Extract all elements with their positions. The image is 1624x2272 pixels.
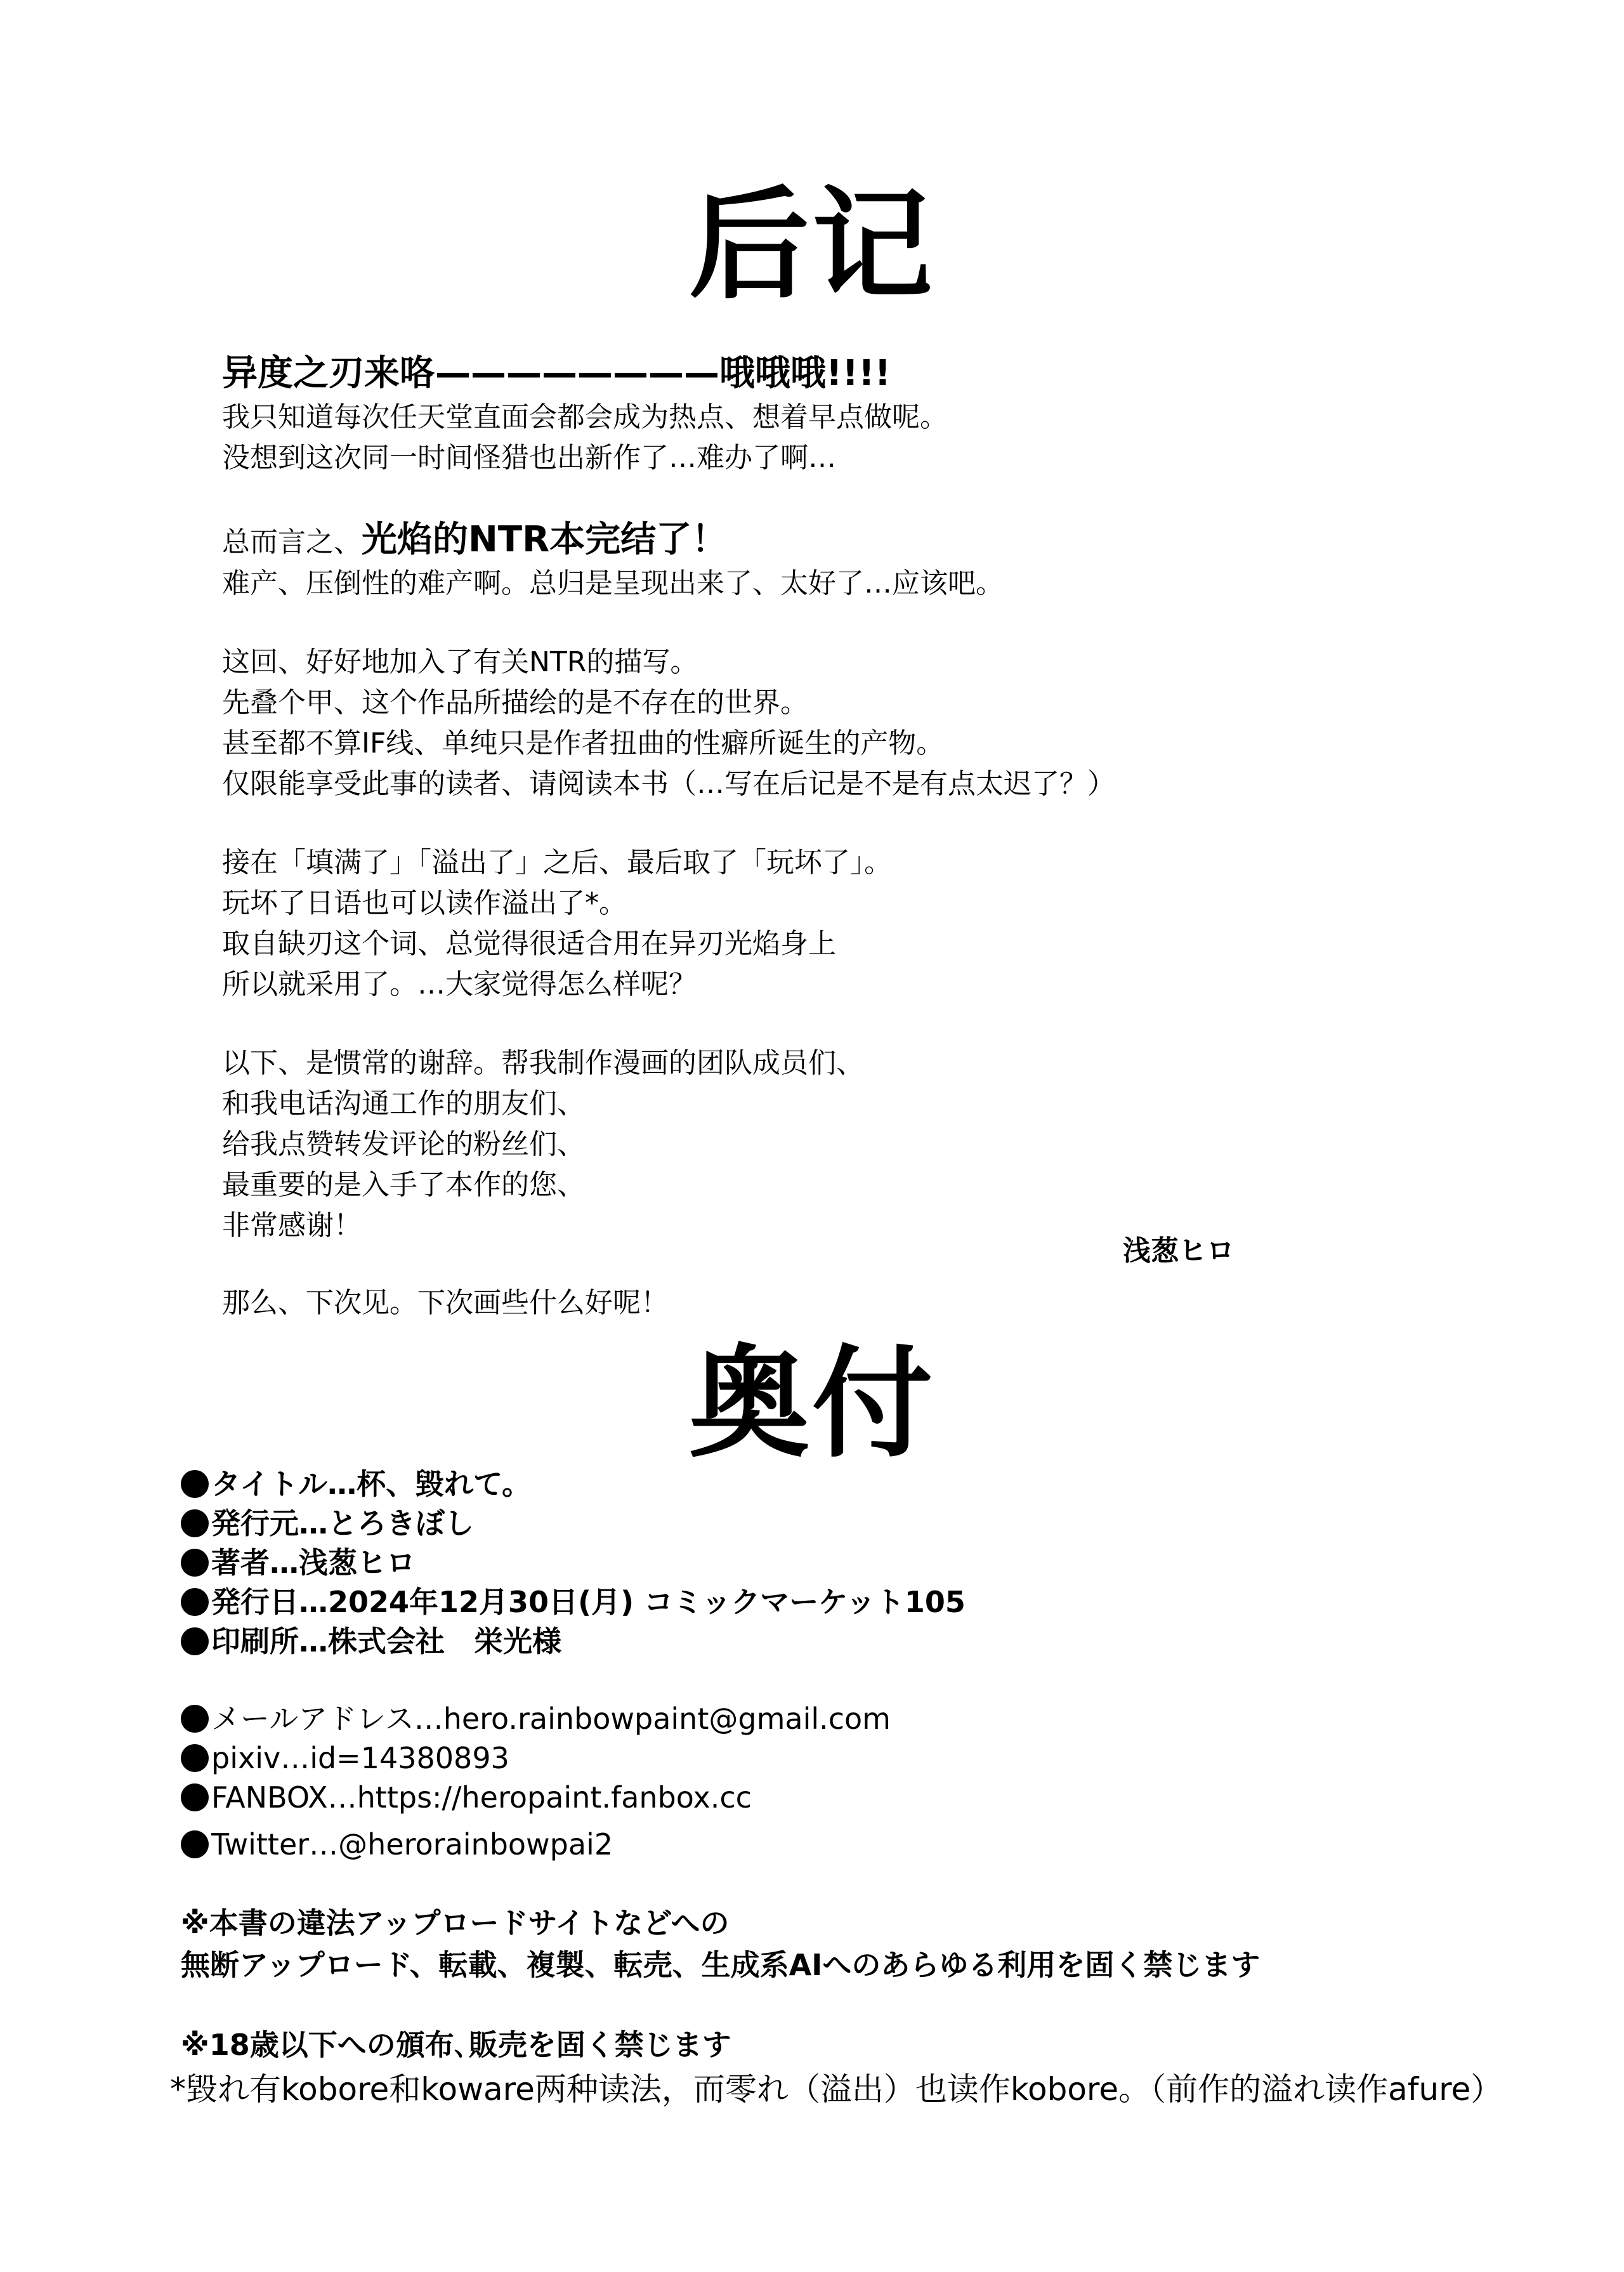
contact-pixiv: pixiv…id=14380893 bbox=[211, 1741, 509, 1775]
info-row-author bbox=[181, 1543, 1576, 1582]
afterword-line-21: 给我点赞转发评论的粉丝们、 bbox=[222, 1128, 585, 1160]
section-gap bbox=[181, 1986, 1576, 2024]
afterword-line-14: 接在「填满了」「溢出了」之后、最后取了「玩坏了」。 bbox=[222, 846, 892, 879]
afterword-line-22: 最重要的是入手了本作的您、 bbox=[222, 1169, 585, 1201]
contact-row-fanbox bbox=[181, 1778, 1576, 1817]
section-gap bbox=[181, 1661, 1576, 1699]
afterword-line-15: 玩坏了日语也可以读作溢出了*。 bbox=[222, 887, 627, 919]
info-row-publisher bbox=[181, 1504, 1576, 1543]
afterword-line-2: 我只知道每次任天堂直面会都会成为热点、想着早点做呢。 bbox=[222, 401, 948, 433]
afterword-line-19: 以下、是惯常的谢辞。帮我制作漫画的团队成员们、 bbox=[222, 1047, 864, 1079]
info-title: タイトル…杯、毀れて。 bbox=[211, 1467, 532, 1501]
afterword-title: 后记 bbox=[688, 175, 935, 315]
contact-row-pixiv bbox=[181, 1738, 1576, 1778]
paragraph-gap bbox=[222, 478, 1491, 516]
afterword-line-9: 这回、好好地加入了有关NTR的描写。 bbox=[222, 646, 698, 678]
contact-row-twitter bbox=[181, 1825, 1576, 1864]
bullet-icon bbox=[181, 1549, 209, 1577]
contact-email: メールアドレス…hero.rainbowpaint@gmail.com bbox=[211, 1702, 891, 1736]
author-signature: 浅葱ヒロ bbox=[1123, 1235, 1234, 1267]
notice-upload-line-1: ※本書の違法アップロードサイトなどへの bbox=[181, 1906, 730, 1940]
farewell-line: 那么、下次见。下次画些什么好呢！ bbox=[222, 1287, 669, 1319]
afterword-line-20: 和我电话沟通工作的朋友们、 bbox=[222, 1087, 585, 1120]
afterword-line-23: 非常感谢！ bbox=[222, 1209, 362, 1242]
translator-footnote: *毀れ有kobore和koware两种读法，而零れ（溢出）也读作kobore。（前作的溢れ读作afure） bbox=[170, 2071, 1503, 2108]
bullet-icon bbox=[181, 1509, 209, 1537]
afterword-line-12: 仅限能享受此事的读者、请阅读本书（…写在后记是不是有点太迟了？） bbox=[222, 768, 1115, 800]
contact-fanbox: FANBOX…https://heropaint.fanbox.cc bbox=[211, 1780, 752, 1815]
bullet-icon bbox=[181, 1744, 209, 1772]
afterword-line-11: 甚至都不算IF线、单纯只是作者扭曲的性癖所诞生的产物。 bbox=[222, 727, 945, 759]
info-printer: 印刷所…株式会社 栄光様 bbox=[211, 1624, 561, 1658]
afterword-line-3: 没想到这次同一时间怪猎也出新作了…难办了啊… bbox=[222, 442, 836, 474]
bullet-icon bbox=[181, 1830, 209, 1858]
afterword-line-7: 难产、压倒性的难产啊。总归是呈现出来了、太好了…应该吧。 bbox=[222, 567, 1004, 600]
bullet-icon bbox=[181, 1627, 209, 1655]
section-gap bbox=[181, 1864, 1576, 1902]
info-row-title bbox=[181, 1464, 1576, 1504]
info-row-printer bbox=[181, 1622, 1576, 1661]
info-author: 著者…浅葱ヒロ bbox=[211, 1546, 416, 1580]
bullet-icon bbox=[181, 1588, 209, 1616]
paragraph-gap bbox=[222, 1005, 1491, 1043]
afterword-line-emphasis: 光焰的NTR本完结了！ bbox=[362, 519, 728, 560]
paragraph-gap bbox=[222, 604, 1491, 642]
afterword-line-lead: 总而言之、 bbox=[222, 526, 362, 558]
bullet-icon bbox=[181, 1783, 209, 1811]
afterword-line-17: 所以就采用了。…大家觉得怎么样呢？ bbox=[222, 968, 697, 1001]
bullet-icon bbox=[181, 1705, 209, 1733]
colophon-title: 奥付 bbox=[688, 1334, 935, 1474]
afterword-line-completion bbox=[222, 516, 1491, 563]
info-publisher: 発行元…とろきぼし bbox=[211, 1506, 474, 1540]
afterword-line-16: 取自缺刃这个词、总觉得很适合用在异刃光焰身上 bbox=[222, 928, 836, 960]
notice-age-restriction: ※18歳以下への頒布､販売を固く禁じます bbox=[181, 2028, 731, 2062]
afterword-line-1: 异度之刃来咯————————哦哦哦!!!! bbox=[222, 353, 891, 394]
info-row-date bbox=[181, 1582, 1576, 1622]
afterword-line-10: 先叠个甲、这个作品所描绘的是不存在的世界。 bbox=[222, 686, 808, 719]
contact-twitter: Twitter…@herorainbowpai2 bbox=[211, 1827, 613, 1862]
colophon-body bbox=[181, 1464, 1576, 2066]
paragraph-gap bbox=[222, 804, 1491, 843]
info-date: 発行日…2024年12月30日(月) コミックマーケット105 bbox=[211, 1585, 966, 1619]
bullet-icon bbox=[181, 1470, 209, 1498]
contact-row-email bbox=[181, 1699, 1576, 1738]
notice-upload-line-2: 無断アップロード、転載、複製、転売、生成系AIへのあらゆる利用を固く禁じます bbox=[181, 1948, 1261, 1982]
afterword-body bbox=[222, 350, 1491, 1246]
